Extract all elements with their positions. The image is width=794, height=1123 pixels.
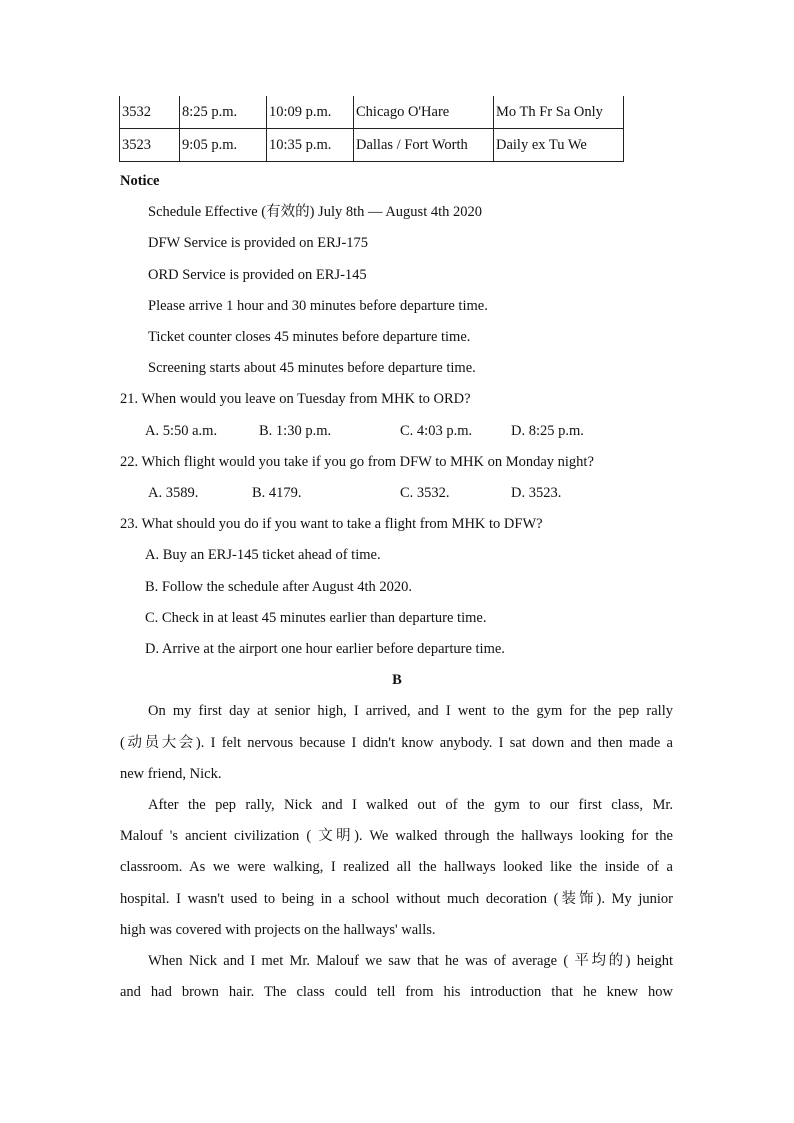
passage-line: hospital. I wasn't used to being in a school without much decoration (装饰). My junior bbox=[120, 891, 673, 907]
answer-option: D. Arrive at the airport one hour earlier before departure time. bbox=[145, 641, 505, 657]
answer-option: B. 4179. bbox=[252, 485, 302, 501]
answer-option: D. 3523. bbox=[511, 485, 562, 501]
passage-line: After the pep rally, Nick and I walked out of the gym to our first class, Mr. bbox=[148, 797, 673, 813]
table-row bbox=[120, 96, 624, 129]
passage-line: (动员大会). I felt nervous because I didn't know anybody. I sat down and then made a bbox=[120, 735, 673, 751]
table-cell-arrive: 10:35 p.m. bbox=[267, 129, 354, 162]
passage-line: On my first day at senior high, I arrived, and I went to the gym for the pep rally bbox=[148, 703, 673, 719]
answer-option: C. 3532. bbox=[400, 485, 450, 501]
question-stem: 23. What should you do if you want to take a flight from MHK to DFW? bbox=[120, 516, 543, 532]
table-cell-depart: 8:25 p.m. bbox=[180, 96, 267, 129]
notice-line: DFW Service is provided on ERJ-175 bbox=[148, 235, 369, 251]
answer-option: D. 8:25 p.m. bbox=[511, 423, 584, 439]
answer-option: B. Follow the schedule after August 4th 2020. bbox=[145, 579, 413, 595]
notice-line: ORD Service is provided on ERJ-145 bbox=[148, 267, 367, 283]
passage-line: and had brown hair. The class could tell from his introduction that he knew how bbox=[120, 984, 673, 1000]
answer-option: C. Check in at least 45 minutes earlier than departure time. bbox=[145, 610, 487, 626]
passage-line: classroom. As we were walking, I realized all the hallways looked like the inside of a bbox=[120, 859, 673, 875]
table-cell-destination: Dallas / Fort Worth bbox=[354, 129, 494, 162]
flight-schedule-table bbox=[119, 96, 624, 162]
answer-option: B. 1:30 p.m. bbox=[259, 423, 332, 439]
table-cell-arrive: 10:09 p.m. bbox=[267, 96, 354, 129]
table-cell-days: Daily ex Tu We bbox=[494, 129, 624, 162]
answer-option: C. 4:03 p.m. bbox=[400, 423, 473, 439]
notice-line: Screening starts about 45 minutes before departure time. bbox=[148, 360, 476, 376]
table-cell-depart: 9:05 p.m. bbox=[180, 129, 267, 162]
notice-line: Please arrive 1 hour and 30 minutes before departure time. bbox=[148, 298, 488, 314]
table-cell-flight: 3532 bbox=[120, 96, 180, 129]
table-cell-destination: Chicago O'Hare bbox=[354, 96, 494, 129]
notice-line: Schedule Effective (有效的) July 8th — August 4th 2020 bbox=[148, 204, 482, 220]
section-title: B bbox=[392, 672, 402, 688]
answer-option: A. 3589. bbox=[148, 485, 199, 501]
answer-option: A. Buy an ERJ-145 ticket ahead of time. bbox=[145, 547, 381, 563]
table-cell-days: Mo Th Fr Sa Only bbox=[494, 96, 624, 129]
question-stem: 21. When would you leave on Tuesday from MHK to ORD? bbox=[120, 391, 471, 407]
answer-option: A. 5:50 a.m. bbox=[145, 423, 218, 439]
passage-line: When Nick and I met Mr. Malouf we saw that he was of average ( 平均的) height bbox=[148, 953, 673, 969]
passage-line: Malouf 's ancient civilization ( 文明). We walked through the hallways looking for the bbox=[120, 828, 673, 844]
passage-line: new friend, Nick. bbox=[120, 766, 222, 782]
notice-line: Ticket counter closes 45 minutes before departure time. bbox=[148, 329, 471, 345]
question-stem: 22. Which flight would you take if you go from DFW to MHK on Monday night? bbox=[120, 454, 594, 470]
passage-line: high was covered with projects on the hallways' walls. bbox=[120, 922, 436, 938]
table-row bbox=[120, 129, 624, 162]
table-cell-flight: 3523 bbox=[120, 129, 180, 162]
notice-heading: Notice bbox=[120, 173, 160, 189]
